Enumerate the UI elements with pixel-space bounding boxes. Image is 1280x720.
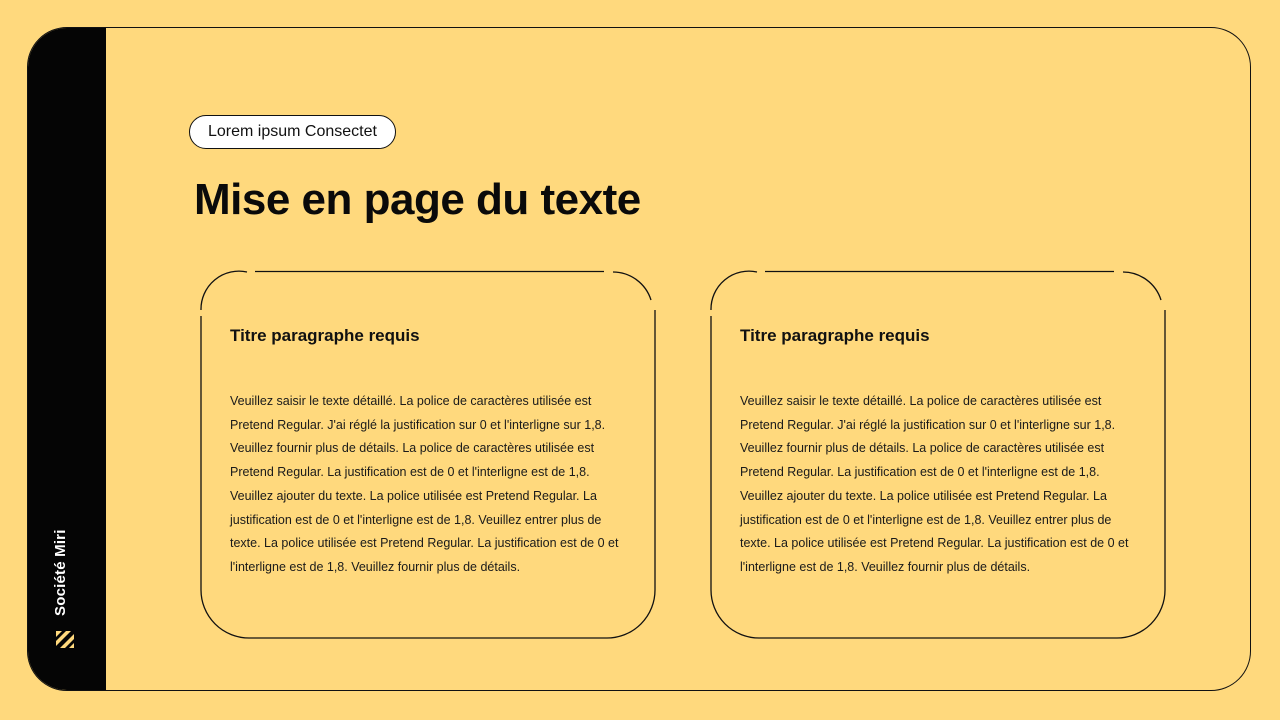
page-title: Mise en page du texte (194, 175, 641, 224)
text-card (199, 270, 656, 640)
tag-pill (189, 115, 396, 149)
brand (46, 510, 86, 650)
brand-name: Société Miri (52, 529, 69, 616)
card-body: Veuillez saisir le texte détaillé. La police de caractères utilisée est Pretend Regular. J'ai réglé la justification sur 0 et l'interligne sur 1,8. Veuillez fournir plus de détails. La police de caractères utilisée est Pretend Regular. La justification est de 0 et l'interligne est de 1,8. Veuillez ajouter du texte. La police utilisée est Pretend Regular. La justification est de 0 et l'interligne est de 1,8. Veuillez entrer plus de texte. La police utilisée est Pretend Regular. La justification est de 0 et l'interligne est de 1,8. Veuillez fournir plus de détails. (740, 394, 1129, 574)
tag-label: Lorem ipsum Consectet (208, 123, 377, 140)
brand-logo-icon (54, 628, 76, 650)
card-heading: Titre paragraphe requis (230, 326, 420, 345)
text-card (709, 270, 1166, 640)
card-heading: Titre paragraphe requis (740, 326, 930, 345)
sidebar (28, 28, 106, 690)
card-body: Veuillez saisir le texte détaillé. La police de caractères utilisée est Pretend Regular. J'ai réglé la justification sur 0 et l'interligne sur 1,8. Veuillez fournir plus de détails. La police de caractères utilisée est Pretend Regular. La justification est de 0 et l'interligne est de 1,8. Veuillez ajouter du texte. La police utilisée est Pretend Regular. La justification est de 0 et l'interligne est de 1,8. Veuillez entrer plus de texte. La police utilisée est Pretend Regular. La justification est de 0 et l'interligne est de 1,8. Veuillez fournir plus de détails. (230, 394, 619, 574)
